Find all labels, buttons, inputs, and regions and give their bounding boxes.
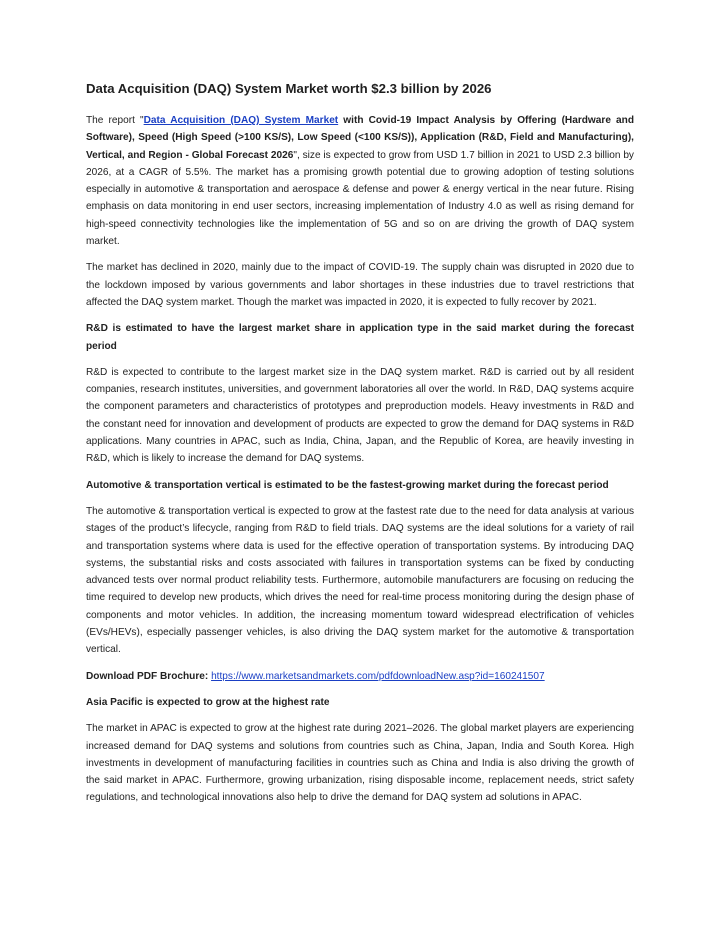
automotive-heading: Automotive & transportation vertical is estimated to be the fastest-growing market during the forecast period (86, 479, 609, 491)
apac-paragraph: The market in APAC is expected to grow at the highest rate during 2021–2026. The global market players are experiencing increased demand for DAQ systems and solutions from countries such as China, Japan, India and South Korea. High investments in development of manufacturing facilities in countries such as China and India is also driving the growth of the said market in APAC. Furthermore, growing urbanization, rising disposable income, replacement needs, strict safety regulations, and technological innovations also help to drive the demand for DAQ system ad solutions in APAC. (86, 723, 634, 804)
download-label: Download PDF Brochure: (86, 670, 209, 682)
intro-suffix: ", size is expected to grow from USD 1.7 billion in 2021 to USD 2.3 billion by 2026, at a CAGR of 5.5%. The market has a promising growth potential due to growing adoption of testing solutions especially in automotive & transportation and aerospace & defense and power & energy vertical in the near future. Rising emphasis on data monitoring in end user sectors, increasing implementation of Industry 4.0 as well as rising demand for high-speed connectivity technologies like the implementation of 5G and so on are driving the growth of DAQ system market. (86, 149, 634, 248)
intro-bold-rest: with Covid-19 Impact Analysis by Offering (Hardware and Software), Speed (High Speed (>100 KS/S), Low Speed (<100 KS/S)), Application (R&D, Field and Manufacturing), Vertical, and Region - Global Forecast 2026 (86, 115, 635, 161)
intro-paragraph (86, 112, 634, 250)
intro-prefix: The report " (86, 115, 144, 126)
document-page (86, 80, 634, 816)
download-line (86, 668, 634, 685)
report-link[interactable]: Data Acquisition (DAQ) System Market (143, 115, 339, 126)
document-title: Data Acquisition (DAQ) System Market worth $2.3 billion by 2026 (86, 81, 492, 96)
apac-heading: Asia Pacific is expected to grow at the highest rate (86, 696, 330, 708)
automotive-paragraph: The automotive & transportation vertical is expected to grow at the fastest rate due to the need for data analysis at various stages of the product’s lifecycle, ranging from R&D to field trials. DAQ systems are the ideal solutions for a variety of rail and transportation systems where data is used for the effective operation of transportation systems. By introducing DAQ systems, the substantial risks and costs associated with failures in transportation systems can be fixed by conducting advanced tests over normal product reliability tests. Furthermore, automobile manufacturers are focusing on reducing the time required to develop new products, which drives the need for real-time process monitoring during the design phase of components and motor vehicles. In addition, the increasing momentum toward widespread electrification of vehicles (EVs/HEVs), especially passenger vehicles, is also driving the DAQ system market for the automotive & transportation vertical. (86, 505, 634, 656)
rd-heading: R&D is estimated to have the largest market share in application type in the said market during the forecast period (86, 323, 634, 352)
rd-paragraph: R&D is expected to contribute to the largest market size in the DAQ system market. R&D is carried out by all resident companies, research institutes, universities, and government laboratories all over the world. In R&D, DAQ systems acquire the component parameters and characteristics of prototypes and preproduction models. Heavy investments in R&D and the constant need for innovation and development of products are expected to grow the demand for DAQ systems in R&D applications. Many countries in APAC, such as India, China, Japan, and the Republic of Korea, are heavily investing in R&D, which is likely to increase the demand for DAQ systems. (86, 366, 634, 465)
download-brochure-link[interactable]: https://www.marketsandmarkets.com/pdfdownloadNew.asp?id=160241507 (211, 670, 545, 682)
covid-paragraph: The market has declined in 2020, mainly due to the impact of COVID-19. The supply chain was disrupted in 2020 due to the lockdown imposed by various governments and labor shortages in these industries due to travel restrictions that affected the DAQ system market. Though the market was impacted in 2020, it is expected to fully recover by 2021. (86, 262, 634, 308)
